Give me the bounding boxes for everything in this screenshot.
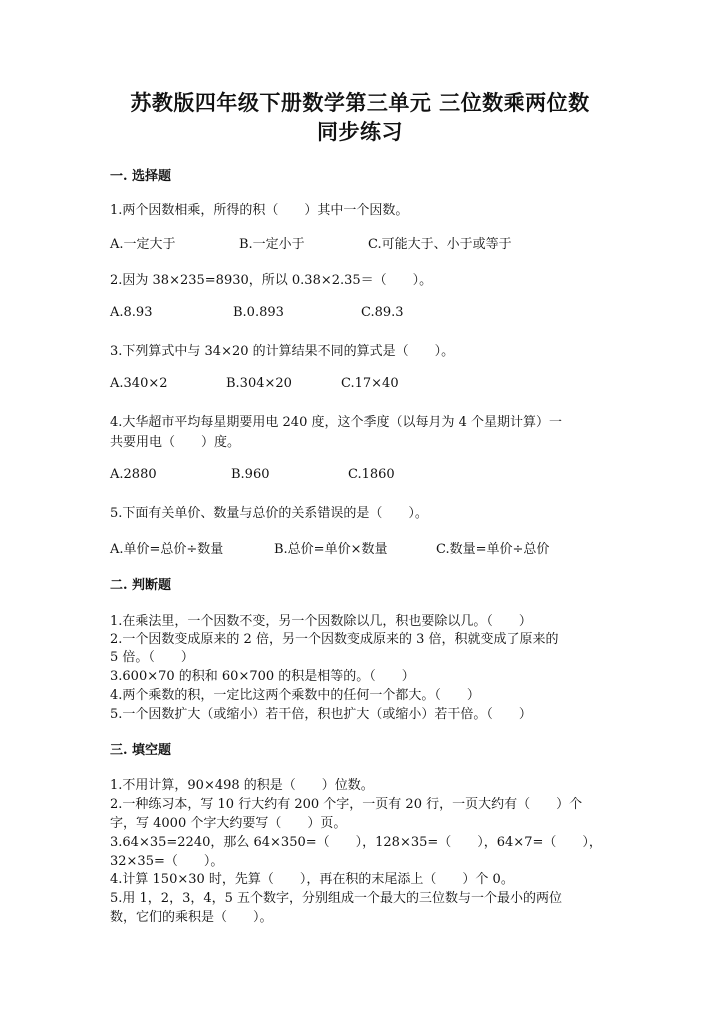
judgment-line: 5 倍。（ ） (110, 650, 194, 665)
option-a: A.340×2 (110, 376, 168, 391)
judgment-line: 1.在乘法里，一个因数不变，另一个因数除以几，积也要除以几。（ ） (110, 614, 532, 629)
judgment-line: 2.一个因数变成原来的 2 倍，另一个因数变成原来的 3 倍，积就变成了原来的 (110, 632, 559, 647)
option-c: C.17×40 (341, 376, 399, 391)
question-4-line-2: 共要用电（ ）度。 (110, 435, 241, 450)
fill-in-line: 2.一种练习本，写 10 行大约有 200 个字，一页有 20 行，一页大约有（ ）个 (110, 797, 583, 812)
fill-in-line: 5.用 1，2，3，4，5 五个数字，分别组成一个最大的三位数与一个最小的两位 (110, 891, 563, 906)
fill-in-line: 3.64×35=2240，那么 64×350=（ ），128×35=（ ），64×7=（ ）， (110, 835, 602, 850)
question-3: 3.下列算式中与 34×20 的计算结果不同的算式是（ ）。 (110, 344, 455, 359)
judgment-line: 4.两个乘数的积，一定比这两个乘数中的任何一个都大。（ ） (110, 688, 480, 703)
question-1: 1.两个因数相乘，所得的积（ ）其中一个因数。 (110, 203, 409, 218)
fill-in-line: 4.计算 150×30 时，先算（ ），再在积的末尾添上（ ）个 0。 (110, 872, 514, 887)
option-c: C.1860 (348, 467, 395, 482)
question-4-line-1: 4.大华超市平均每星期要用电 240 度，这个季度（以每月为 4 个星期计算）一 (110, 415, 563, 430)
section-heading-fill-in: 三. 填空题 (110, 743, 172, 758)
judgment-line: 3.600×70 的积和 60×700 的积是相等的。（ ） (110, 669, 415, 684)
option-b: B.304×20 (226, 376, 292, 391)
title-line-2: 同步练习 (317, 119, 403, 144)
section-heading-choice: 一. 选择题 (110, 169, 172, 184)
question-2: 2.因为 38×235=8930，所以 0.38×2.35＝（ ）。 (110, 273, 433, 288)
fill-in-line: 32×35=（ ）。 (110, 854, 224, 869)
option-c: C.可能大于、小于或等于 (368, 237, 512, 252)
section-heading-judgment: 二. 判断题 (110, 578, 172, 593)
option-b: B.总价=单价×数量 (274, 542, 388, 557)
option-c: C.89.3 (361, 305, 404, 320)
option-b: B.960 (231, 467, 270, 482)
title-line-1: 苏教版四年级下册数学第三单元 三位数乘两位数 (130, 90, 590, 115)
option-a: A.单价=总价÷数量 (110, 542, 224, 557)
option-a: A.8.93 (110, 305, 153, 320)
fill-in-line: 字，写 4000 个字大约要写（ ）页。 (110, 816, 347, 831)
fill-in-line: 1.不用计算，90×498 的积是（ ）位数。 (110, 778, 374, 793)
option-c: C.数量=单价÷总价 (436, 542, 550, 557)
option-b: B.0.893 (233, 305, 284, 320)
option-a: A.2880 (110, 467, 157, 482)
judgment-line: 5.一个因数扩大（或缩小）若干倍，积也扩大（或缩小）若干倍。（ ） (110, 707, 532, 722)
question-5: 5.下面有关单价、数量与总价的关系错误的是（ ）。 (110, 506, 428, 521)
fill-in-line: 数，它们的乘积是（ ）。 (110, 910, 273, 925)
option-b: B.一定小于 (239, 237, 305, 252)
option-a: A.一定大于 (110, 237, 176, 252)
